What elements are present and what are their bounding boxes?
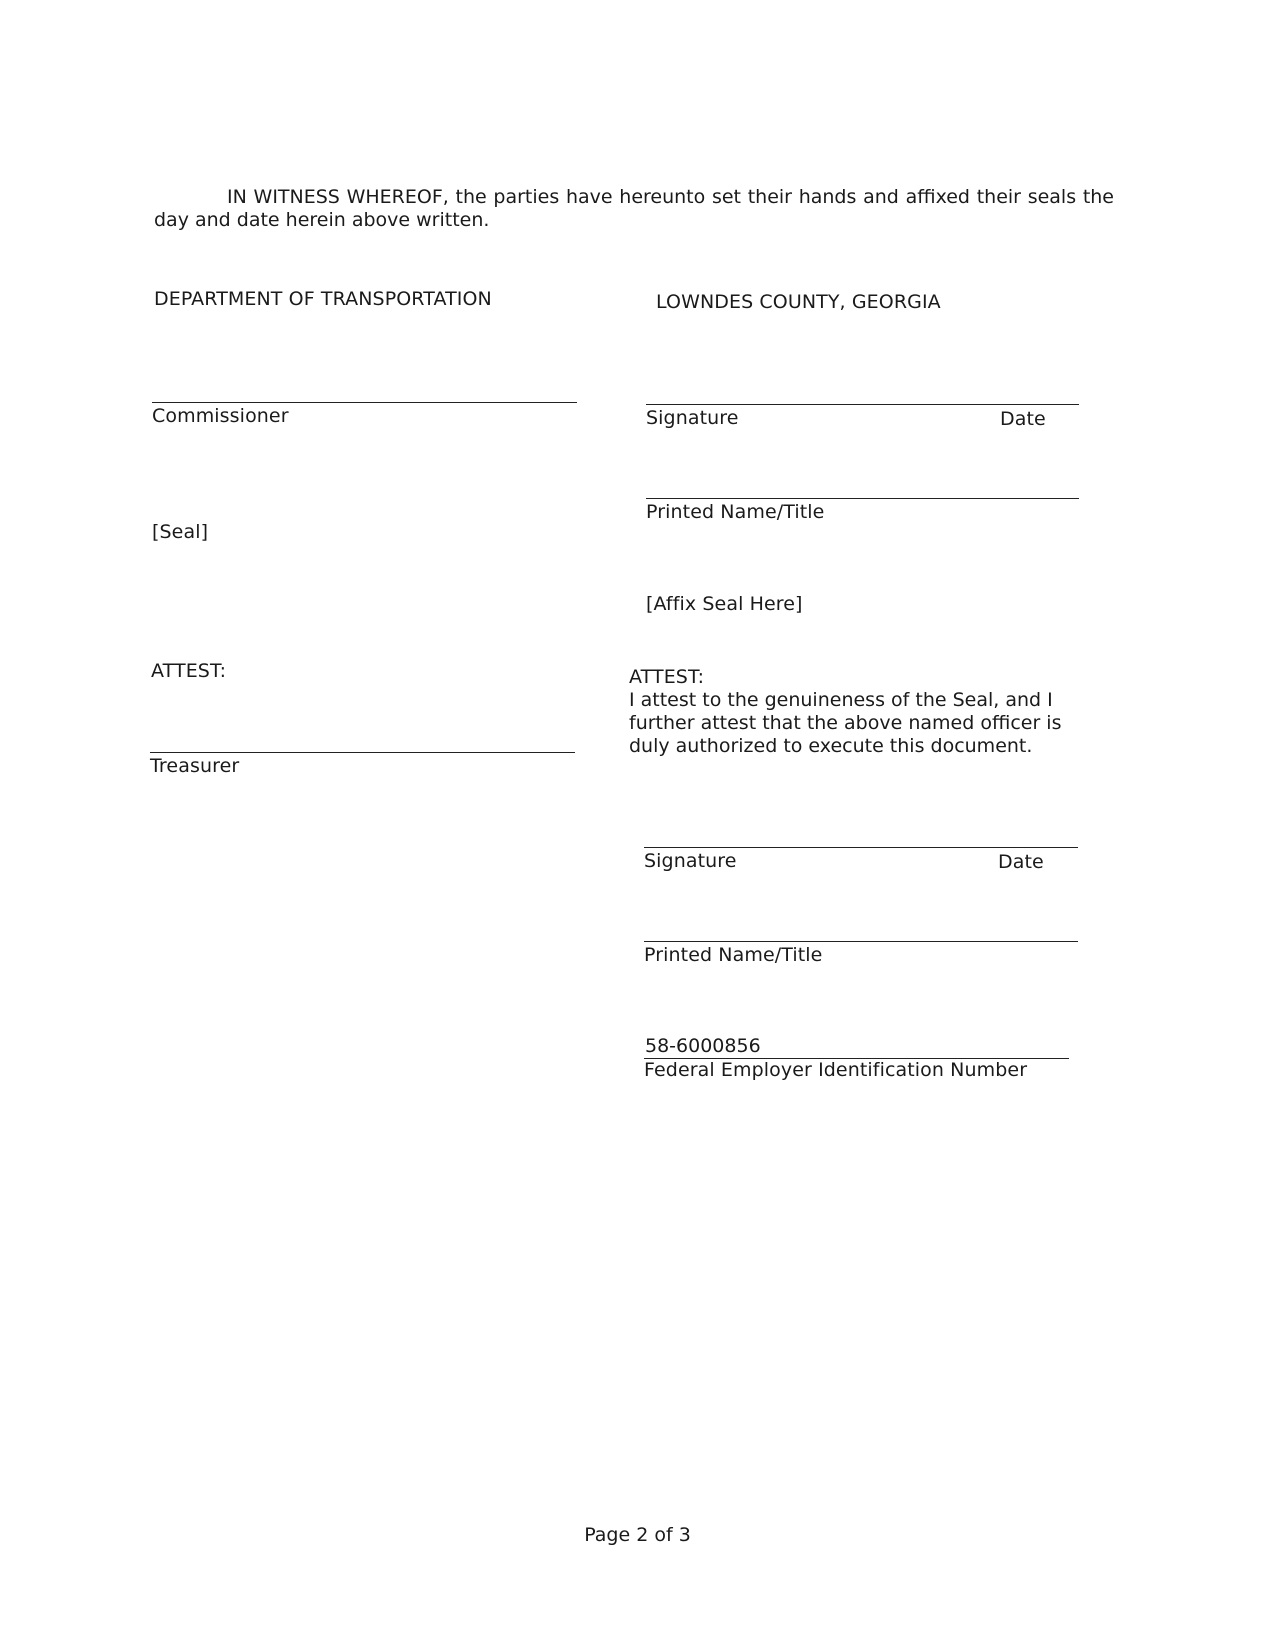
right-attest-heading: ATTEST: xyxy=(629,666,705,688)
left-attest-heading: ATTEST: xyxy=(151,660,227,682)
attest-signature-line xyxy=(644,847,1078,848)
county-printed-name-line xyxy=(646,498,1079,499)
commissioner-label: Commissioner xyxy=(152,405,289,427)
commissioner-signature-line xyxy=(152,402,577,403)
page-number: Page 2 of 3 xyxy=(584,1524,691,1546)
witness-paragraph: IN WITNESS WHEREOF, the parties have hereunto set their hands and affixed their seals the day and date herein above written. xyxy=(154,186,1114,231)
left-party-name: DEPARTMENT OF TRANSPORTATION xyxy=(154,288,492,310)
county-signature-line xyxy=(646,404,1079,405)
fein-value: 58-6000856 xyxy=(645,1035,761,1057)
county-printed-name-label: Printed Name/Title xyxy=(646,501,825,523)
treasurer-signature-line xyxy=(150,752,575,753)
fein-label: Federal Employer Identification Number xyxy=(644,1059,1028,1081)
attest-signature-label: Signature xyxy=(644,850,737,872)
right-party-name: LOWNDES COUNTY, GEORGIA xyxy=(656,291,941,313)
affix-seal-label: [Affix Seal Here] xyxy=(646,593,803,615)
county-date-label: Date xyxy=(1000,408,1046,430)
attest-date-label: Date xyxy=(998,851,1044,873)
attest-statement: I attest to the genuineness of the Seal, and I further attest that the above named officer is duly authorized to execute this document. xyxy=(629,689,1062,757)
county-signature-label: Signature xyxy=(646,407,739,429)
attest-printed-name-label: Printed Name/Title xyxy=(644,944,823,966)
treasurer-label: Treasurer xyxy=(150,755,240,777)
left-seal-label: [Seal] xyxy=(152,521,209,543)
attest-printed-name-line xyxy=(644,941,1078,942)
